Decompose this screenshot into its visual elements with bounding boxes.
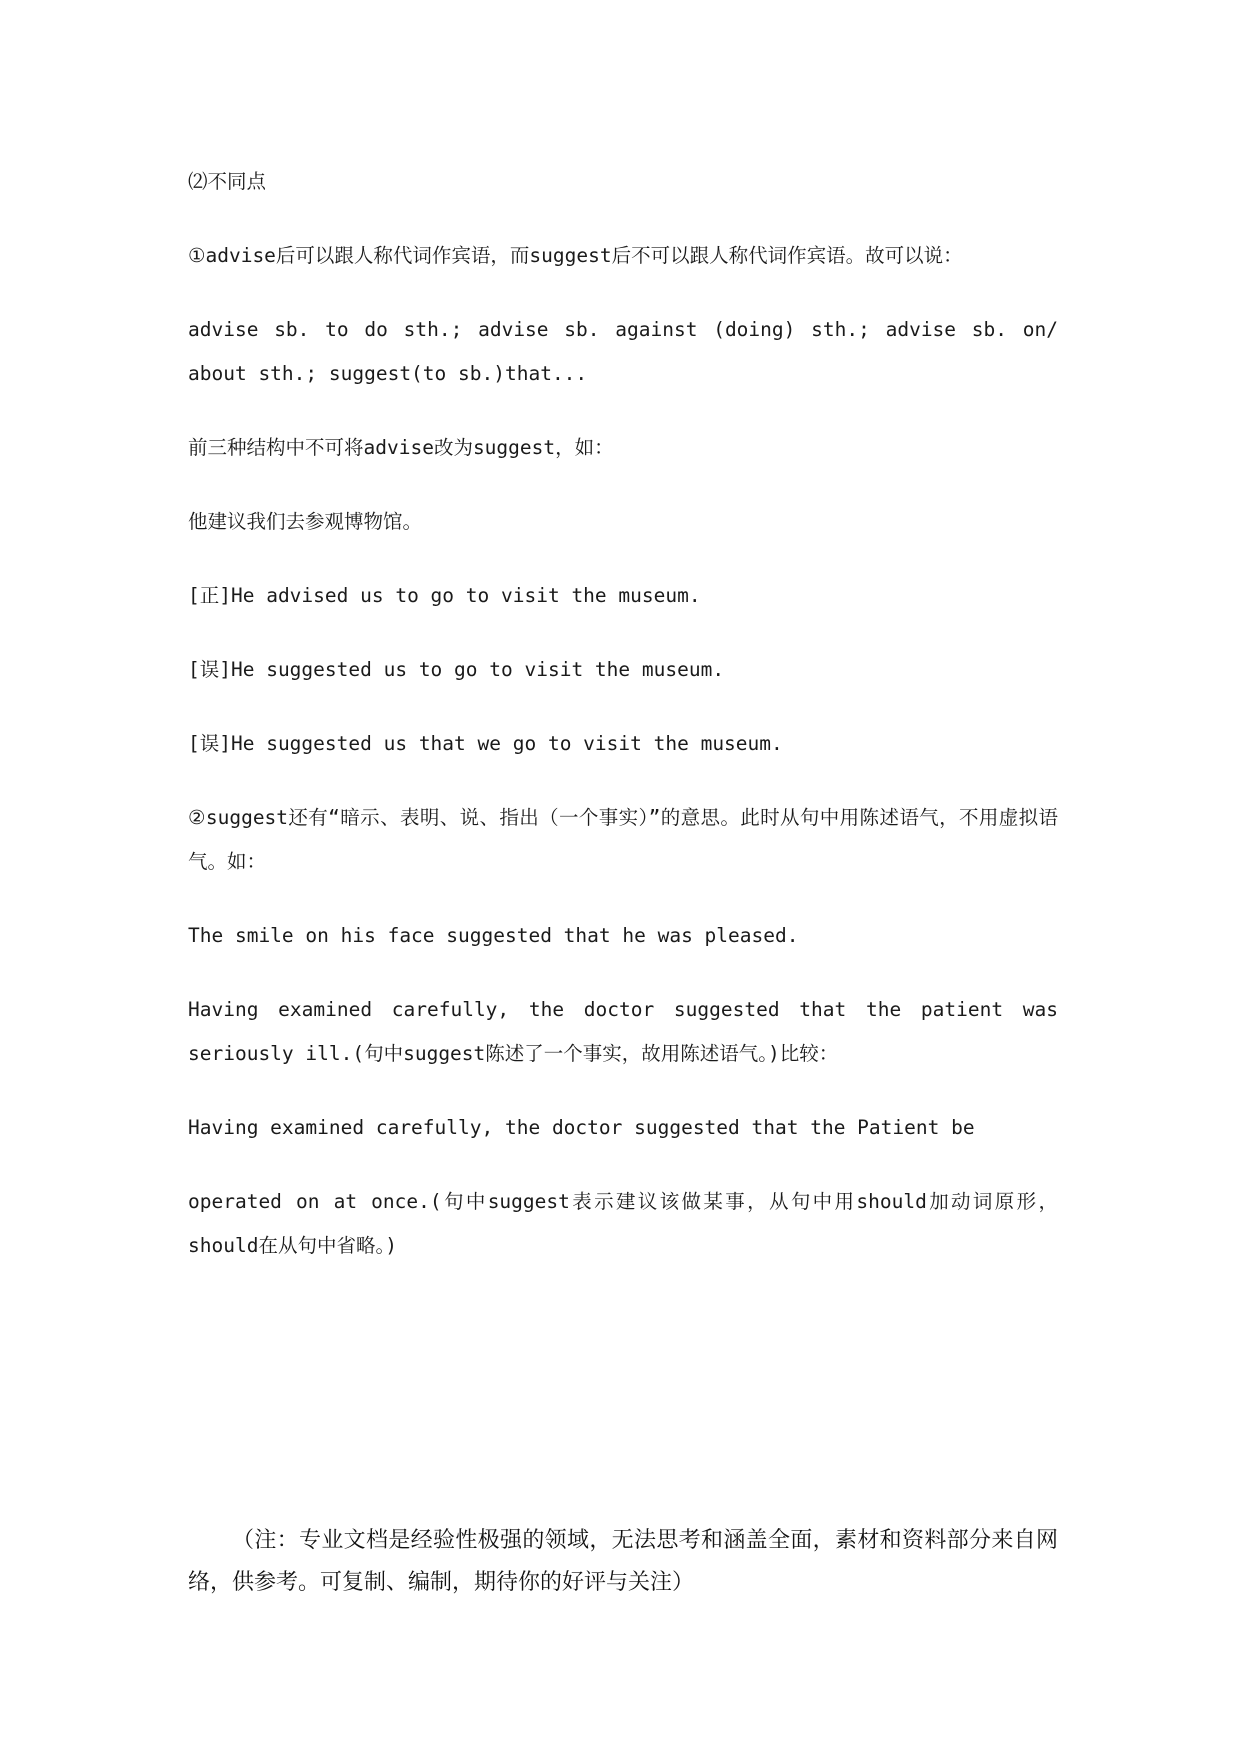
section-heading: ⑵不同点	[188, 170, 267, 193]
document-body	[188, 160, 1058, 1298]
paragraph-structures: advise sb. to do sth.; advise sb. against (doing) sth.; advise sb. on/ about sth.; suggest(to sb.)that...	[188, 318, 1058, 385]
paragraph-correct-example: [正]He advised us to go to visit the museum.	[188, 584, 701, 607]
paragraph-doctor-example-2: Having examined carefully, the doctor suggested that the Patient be	[188, 1116, 975, 1139]
paragraph-doctor-example-1: Having examined carefully, the doctor suggested that the patient was seriously ill.(句中suggest陈述了一个事实，故用陈述语气。)比较：	[188, 998, 1058, 1065]
paragraph-replacement-note: 前三种结构中不可将advise改为suggest，如：	[188, 436, 614, 459]
paragraph-smile-example: The smile on his face suggested that he was pleased.	[188, 924, 799, 947]
footer-note: （注：专业文档是经验性极强的领域，无法思考和涵盖全面，素材和资料部分来自网络，供参考。可复制、编制，期待你的好评与关注）	[188, 1528, 1058, 1595]
paragraph-suggest-meaning: ②suggest还有“暗示、表明、说、指出（一个事实）”的意思。此时从句中用陈述语气，不用虚拟语气。如：	[188, 806, 1058, 873]
paragraph-doctor-example-3: operated on at once.(句中suggest表示建议该做某事，从句中用should加动词原形，should在从句中省略。)	[188, 1190, 1058, 1257]
paragraph-wrong-example-2: [误]He suggested us that we go to visit the museum.	[188, 732, 783, 755]
paragraph-wrong-example-1: [误]He suggested us to go to visit the museum.	[188, 658, 725, 681]
paragraph-advise-object: ①advise后可以跟人称代词作宾语，而suggest后不可以跟人称代词作宾语。故可以说：	[188, 244, 963, 267]
paragraph-chinese-example: 他建议我们去参观博物馆。	[188, 510, 423, 533]
